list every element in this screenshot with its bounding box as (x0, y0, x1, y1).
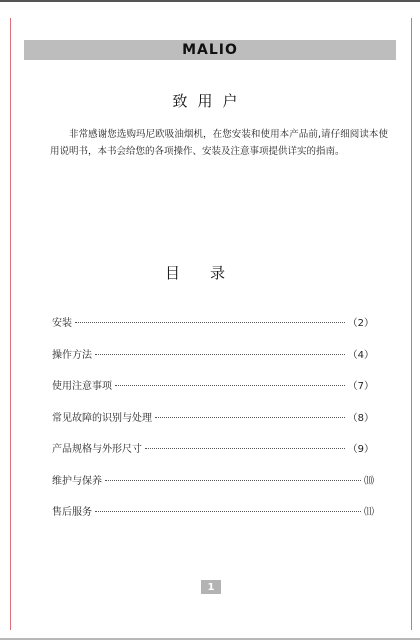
toc-leader-dots (75, 322, 345, 323)
toc-leader-dots (95, 354, 345, 355)
toc-title: 目录 (164, 264, 255, 282)
toc-item-after-sales[interactable] (52, 503, 374, 535)
toc-leader-dots (95, 511, 361, 512)
toc-leader-dots (105, 480, 361, 481)
toc-item-label: 操作方法 (52, 349, 92, 361)
toc-item-page: （8） (347, 412, 374, 424)
toc-item-label: 产品规格与外形尺寸 (52, 444, 142, 455)
toc-leader-dots (155, 417, 345, 418)
toc-item-label: 售后服务 (52, 507, 92, 518)
toc-leader-dots (115, 385, 345, 386)
toc-leader-dots (145, 448, 345, 449)
toc-item-precautions[interactable] (52, 377, 374, 409)
brand-header-bar (24, 40, 396, 60)
top-rule (0, 0, 420, 2)
toc-item-page: （4） (347, 349, 374, 361)
toc-item-troubleshooting[interactable] (52, 409, 374, 441)
toc-item-page: ⑾ (364, 507, 374, 518)
toc-item-label: 安装 (52, 318, 72, 329)
brand-logo: MALIO (182, 42, 238, 58)
toc-item-label: 维护与保养 (52, 475, 102, 487)
toc-item-specifications[interactable] (52, 440, 374, 472)
toc-item-label: 常见故障的识别与处理 (52, 412, 152, 424)
toc-item-page: ⑽ (364, 475, 374, 487)
toc-item-maintenance[interactable] (52, 472, 374, 504)
dear-user-title: 致用户 (172, 92, 248, 110)
toc-item-page: （7） (347, 381, 374, 392)
toc-item-install[interactable] (52, 314, 374, 346)
table-of-contents (52, 314, 374, 535)
toc-item-operation[interactable] (52, 346, 374, 378)
intro-paragraph: 非常感谢您选购玛尼欧吸油烟机，在您安装和使用本产品前,请仔细阅读本使用说明书，本书会给您的各项操作、安装及注意事项提供详实的指南。 (50, 129, 388, 157)
toc-item-page: （9） (347, 444, 374, 455)
toc-item-label: 使用注意事项 (52, 381, 112, 392)
page-number-badge: 1 (201, 580, 221, 594)
toc-item-page: （2） (347, 318, 374, 329)
